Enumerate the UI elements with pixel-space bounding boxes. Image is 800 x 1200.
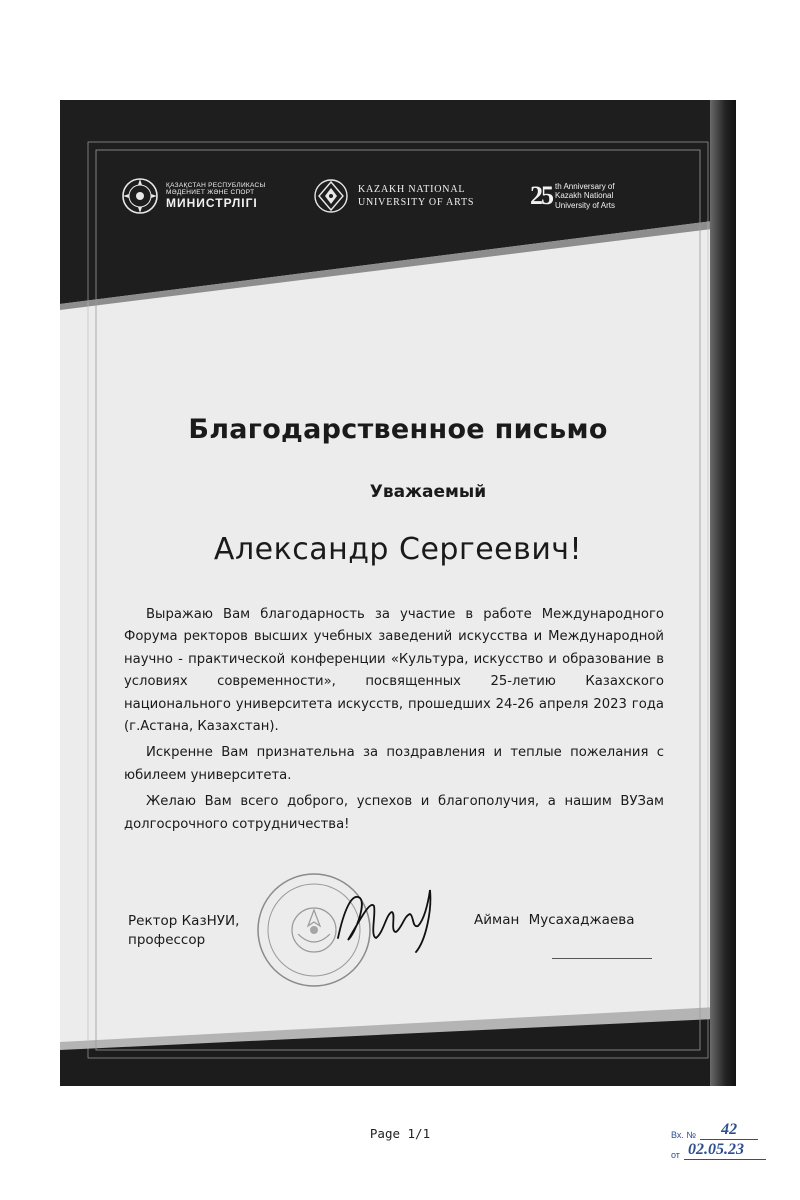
letter-body xyxy=(124,604,664,840)
body-paragraph: Выражаю Вам благодарность за участие в работе Международного Форума ректоров высших учебных заведений искусства и Международной научно - практической конференции «Культура, искусство и образование в условиях современности», посвященных 25-летию Казахского национального университета искусств, прошедших 24-26 апреля 2023 года (г.Астана, Казахстан). xyxy=(124,607,664,735)
registration-number-label: Вх. № xyxy=(671,1130,697,1140)
body-paragraph: Искренне Вам признательна за поздравления и теплые пожелания с юбилеем университета. xyxy=(124,745,664,783)
ministry-logo xyxy=(120,168,266,224)
registration-stamp xyxy=(668,1118,770,1162)
registration-date-label: от xyxy=(671,1150,680,1160)
handwritten-signature xyxy=(330,880,440,960)
letter-title: Благодарственное письмо xyxy=(188,414,608,445)
university-emblem-icon xyxy=(312,177,350,215)
anniversary-logo xyxy=(530,168,615,224)
signer-position xyxy=(128,912,239,950)
ministry-line-1: ҚАЗАҚСТАН РЕСПУБЛИКАСЫ xyxy=(166,181,266,189)
signer-position-line-2: профессор xyxy=(128,932,206,948)
registration-date: 02.05.23 xyxy=(684,1141,766,1160)
anniversary-line-3: University of Arts xyxy=(555,200,616,210)
letter-sheet xyxy=(60,100,736,1086)
university-line-2: UNIVERSITY OF ARTS xyxy=(358,197,475,208)
anniversary-number: 25 xyxy=(530,181,552,210)
signer-position-line-1: Ректор КазНУИ, xyxy=(128,913,240,929)
salutation: Уважаемый xyxy=(369,482,487,502)
page-number: Page 1/1 xyxy=(369,1126,431,1141)
body-paragraph: Желаю Вам всего доброго, успехов и благополучия, а нашим ВУЗам долгосрочного сотрудничества! xyxy=(124,794,664,832)
logo-row xyxy=(120,168,660,224)
ministry-line-3: МИНИСТРЛІГІ xyxy=(166,195,258,210)
state-emblem-icon xyxy=(120,176,160,216)
ministry-line-2: МӘДЕНИЕТ ЖӘНЕ СПОРТ xyxy=(166,188,255,196)
university-line-1: KAZAKH NATIONAL xyxy=(358,184,466,195)
anniversary-line-1: th Anniversary of xyxy=(555,182,615,192)
recipient-name: Александр Сергеевич! xyxy=(213,532,583,567)
scan-edge-shadow xyxy=(710,100,736,1086)
university-logo xyxy=(312,168,474,224)
signer-name: Айман Мусахаджаева xyxy=(474,912,635,928)
anniversary-line-2: Kazakh National xyxy=(555,191,614,201)
signature-line xyxy=(552,958,652,959)
registration-number: 42 xyxy=(700,1121,758,1140)
